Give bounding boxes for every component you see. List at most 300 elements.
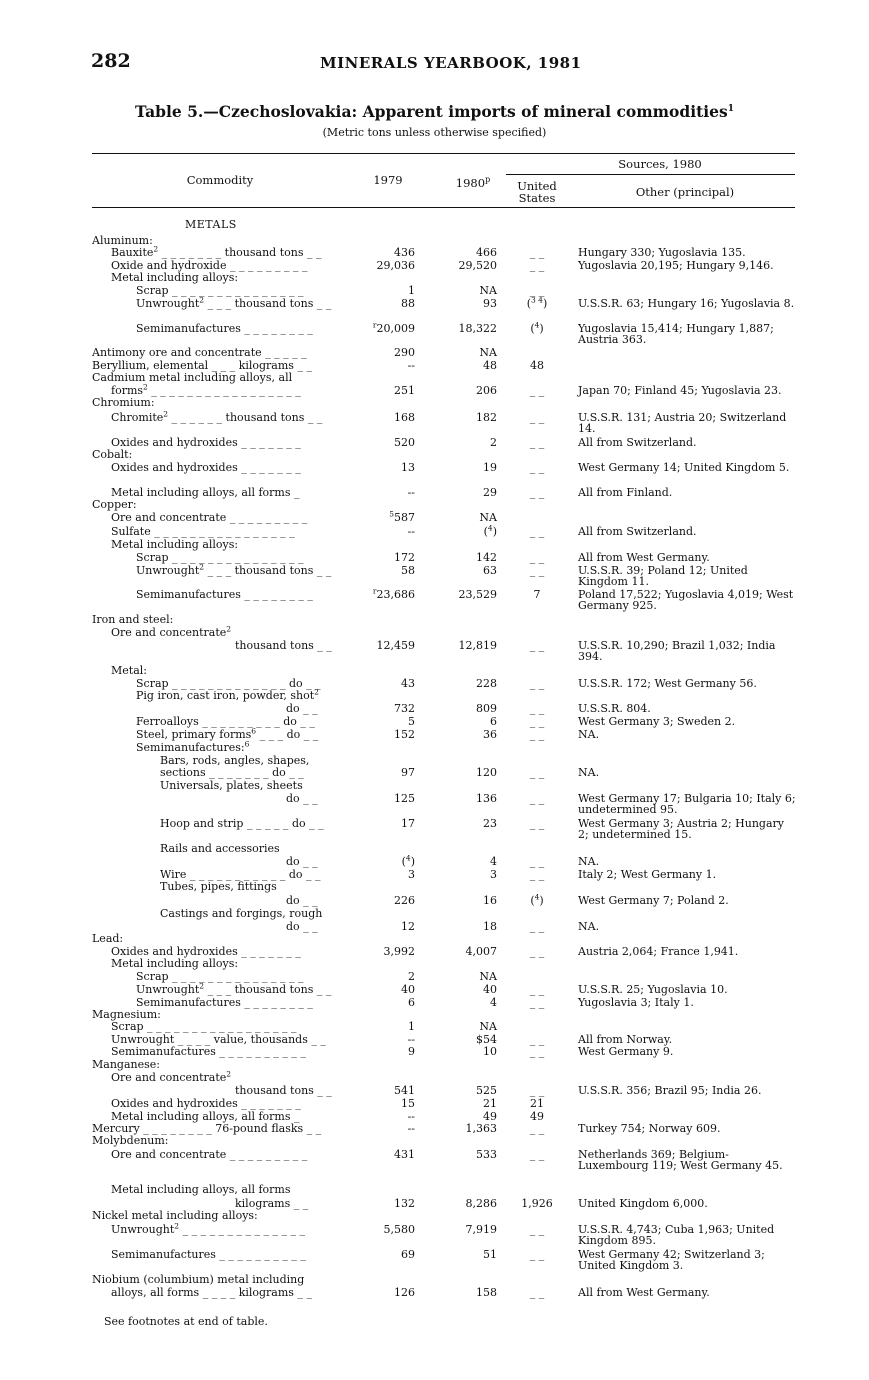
commodity-label: Iron and steel: xyxy=(92,613,174,626)
value-other-sources: NA. xyxy=(578,855,600,868)
row-commodity xyxy=(111,958,238,970)
value-1980: 206 xyxy=(476,384,497,397)
commodity-label: Semimanufactures xyxy=(136,996,241,1009)
value-united-states: _ _ xyxy=(529,715,545,728)
value-1979: -- xyxy=(407,1122,415,1135)
value-1980: 16 xyxy=(483,894,497,907)
value-united-states: _ _ xyxy=(529,411,545,424)
commodity-footnote: 2 xyxy=(163,409,169,419)
row-commodity: Unwrought$^2$ _ _ _ thousand tons _ _ xyxy=(136,295,332,310)
value-united-states: _ _ xyxy=(529,461,545,474)
value-1980: 18 xyxy=(483,920,497,933)
table-subtitle: (Metric tons unless otherwise specified) xyxy=(322,126,547,139)
commodity-label: Pig iron, cast iron, powder, shot xyxy=(136,689,315,702)
commodity-label: Ferroalloys xyxy=(136,715,199,728)
commodity-unit: thousand tons xyxy=(225,411,305,424)
commodity-label: Semimanufactures xyxy=(111,1248,216,1261)
value-other-sources: All from Switzerland. xyxy=(578,525,697,538)
commodity-unit: do xyxy=(291,817,306,830)
value-united-states: _ _ xyxy=(529,728,545,741)
value-other-sources: U.S.S.R. 63; Hungary 16; Yugoslavia 8. xyxy=(578,297,795,310)
section-heading: METALS xyxy=(185,218,237,231)
value-1980: NA xyxy=(479,346,497,359)
value-1980: 6 xyxy=(490,715,497,728)
value-1979: 15 xyxy=(401,1097,415,1110)
value-1979: 436 xyxy=(394,246,415,259)
value-united-states: _ _ xyxy=(529,1248,545,1261)
commodity-label: Ore and concentrate xyxy=(111,511,227,524)
value-united-states: ($^4$) xyxy=(530,892,544,907)
value-1979: -- xyxy=(407,525,415,538)
value-1980: NA xyxy=(479,511,497,524)
value-1979: 6 xyxy=(408,996,415,1009)
value-1979: 541 xyxy=(394,1084,415,1097)
value-1980: 525 xyxy=(476,1084,497,1097)
value-1979: 1 xyxy=(408,284,415,297)
value-other-sources: U.S.S.R. 10,290; Brazil 1,032; India 394. xyxy=(578,639,776,663)
value-other-sources: West Germany 3; Sweden 2. xyxy=(578,715,736,728)
value-1980: 4 xyxy=(490,855,497,868)
commodity-label: Metal including alloys: xyxy=(111,957,239,970)
row-commodity: Semimanufactures _ _ _ _ _ _ _ _ xyxy=(136,588,313,601)
commodity-footnote: 2 xyxy=(143,382,148,392)
commodity-label: Unwrought xyxy=(136,983,200,996)
value-1979: -- xyxy=(407,486,415,499)
value-united-states: _ _ xyxy=(529,817,545,830)
row-commodity: Beryllium, elemental _ _ _ kilograms _ _ xyxy=(92,359,312,372)
value-1979: 12 xyxy=(401,920,415,933)
commodity-label: Unwrought xyxy=(136,297,200,310)
value-1979: -- xyxy=(407,1110,415,1123)
row-commodity: kilograms _ _ xyxy=(235,1197,309,1210)
value-1979: 3,992 xyxy=(383,945,415,958)
commodity-label: Ore and concentrate xyxy=(111,1148,227,1161)
value-other-sources: NA. xyxy=(578,766,600,779)
row-commodity: sections _ _ _ _ _ _ _ do _ _ xyxy=(160,766,304,779)
value-1980: 48 xyxy=(483,359,497,372)
commodity-unit: do xyxy=(286,894,300,907)
commodity-unit: do xyxy=(286,728,301,741)
commodity-label: Bauxite xyxy=(111,246,154,259)
value-1980: 51 xyxy=(483,1248,497,1261)
row-commodity xyxy=(111,1184,291,1196)
commodity-unit: do xyxy=(289,677,303,690)
value-1979: 40 xyxy=(401,983,415,996)
commodity-label: Niobium (columbium) metal including xyxy=(92,1273,305,1286)
value-1979: 9 xyxy=(408,1045,415,1058)
commodity-footnote: 2 xyxy=(199,295,205,305)
commodity-label: Oxides and hydroxides xyxy=(111,1097,238,1110)
commodity-label: Metal: xyxy=(111,664,147,677)
commodity-label: Metal including alloys, all forms xyxy=(111,486,291,499)
value-other-sources: All from Switzerland. xyxy=(578,436,697,449)
value-1979: 17 xyxy=(401,817,415,830)
row-commodity: Oxides and hydroxides _ _ _ _ _ _ _ xyxy=(111,436,301,449)
commodity-label: Castings and forgings, rough xyxy=(160,907,323,920)
row-commodity: Steel, primary forms$^6$ _ _ _ do _ _ xyxy=(136,726,319,741)
value-other-sources: Austria 2,064; France 1,941. xyxy=(578,945,739,958)
row-commodity xyxy=(136,687,319,702)
row-commodity xyxy=(111,272,238,284)
commodity-footnote: 2 xyxy=(314,687,319,697)
value-other-sources: Hungary 330; Yugoslavia 135. xyxy=(578,246,746,259)
commodity-label: Chromium: xyxy=(92,396,155,409)
commodity-label: Oxides and hydroxides xyxy=(111,945,238,958)
commodity-label: Metal including alloys: xyxy=(111,271,239,284)
value-1980: 21 xyxy=(483,1097,497,1110)
value-other-sources: U.S.S.R. 131; Austria 20; Switzerland 14. xyxy=(578,411,787,435)
commodity-footnote: 2 xyxy=(199,981,205,991)
row-commodity: Antimony ore and concentrate _ _ _ _ _ xyxy=(92,346,307,359)
row-commodity: Scrap _ _ _ _ _ _ _ _ _ _ _ _ _ _ _ xyxy=(136,551,304,564)
commodity-label: sections xyxy=(160,766,206,779)
value-united-states: _ _ xyxy=(529,855,545,868)
value-1980: 2 xyxy=(490,436,497,449)
row-commodity: Oxides and hydroxides _ _ _ _ _ _ _ xyxy=(111,945,301,958)
value-other-sources: West Germany 14; United Kingdom 5. xyxy=(578,461,790,474)
value-united-states: _ _ xyxy=(529,1084,545,1097)
row-commodity xyxy=(92,1135,169,1147)
row-commodity xyxy=(92,1274,304,1286)
value-united-states: ($^{3 4}$) xyxy=(526,295,548,310)
commodity-label: Oxides and hydroxides xyxy=(111,436,238,449)
value-1980: 4,007 xyxy=(465,945,497,958)
value-1980: 29,520 xyxy=(458,259,497,272)
header-1980-mark: p xyxy=(485,175,491,184)
value-1979: 58 xyxy=(401,564,415,577)
value-other-sources: Yugoslavia 15,414; Hungary 1,887; Austria 363. xyxy=(578,322,774,346)
value-united-states: 49 xyxy=(530,1110,544,1123)
commodity-label: Mercury xyxy=(92,1122,140,1135)
value-1980: 182 xyxy=(476,411,497,424)
row-commodity: Semimanufactures _ _ _ _ _ _ _ _ _ _ xyxy=(111,1045,306,1058)
row-commodity: Scrap _ _ _ _ _ _ _ _ _ _ _ _ _ _ _ _ _ xyxy=(111,1020,297,1033)
value-united-states: _ _ xyxy=(529,766,545,779)
commodity-label: Oxide and hydroxide xyxy=(111,259,227,272)
commodity-label: Wire xyxy=(160,868,187,881)
commodity-label: Cadmium metal including alloys, all xyxy=(92,371,293,384)
commodity-unit: thousand tons xyxy=(234,564,314,577)
value-united-states: _ _ xyxy=(529,1286,545,1299)
value-other-sources: NA. xyxy=(578,728,600,741)
commodity-label: Scrap xyxy=(136,970,169,983)
value-1979: $^5$587 xyxy=(389,509,415,524)
value-1979: 13 xyxy=(401,461,415,474)
row-commodity xyxy=(92,614,173,626)
row-commodity xyxy=(136,739,250,754)
value-1979: 125 xyxy=(394,792,415,805)
page-number: 282 xyxy=(91,50,131,72)
commodity-label: Steel, primary forms xyxy=(136,728,252,741)
value-1980: 3 xyxy=(490,868,497,881)
value-united-states: 7 xyxy=(533,588,541,601)
row-commodity xyxy=(92,449,132,461)
commodity-footnote: 2 xyxy=(226,1069,232,1079)
value-other-sources: U.S.S.R. 172; West Germany 56. xyxy=(578,677,757,690)
value-united-states: _ _ xyxy=(529,677,545,690)
value-1980: 40 xyxy=(483,983,497,996)
value-other-sources: West Germany 42; Switzerland 3; United Kingdom 3. xyxy=(578,1248,765,1272)
commodity-unit: kilograms xyxy=(235,1197,291,1210)
row-commodity: Unwrought$^2$ _ _ _ _ _ _ _ _ _ _ _ _ _ _ xyxy=(111,1221,306,1236)
commodity-label: Metal including alloys, all forms xyxy=(111,1110,291,1123)
value-1979: $^r$20,009 xyxy=(372,320,415,335)
value-other-sources: Japan 70; Finland 45; Yugoslavia 23. xyxy=(578,384,782,397)
value-united-states: ($^4$) xyxy=(530,320,544,335)
value-1980: 158 xyxy=(476,1286,497,1299)
value-other-sources: United Kingdom 6,000. xyxy=(578,1197,708,1210)
value-1980: 809 xyxy=(476,702,497,715)
value-other-sources: U.S.S.R. 804. xyxy=(578,702,651,715)
row-commodity xyxy=(92,1210,258,1222)
commodity-label: Ore and concentrate xyxy=(111,626,227,639)
commodity-unit: do xyxy=(286,702,300,715)
value-other-sources: All from West Germany. xyxy=(578,551,710,564)
commodity-footnote: 6 xyxy=(251,726,257,736)
header-1980-text: 1980 xyxy=(455,175,486,190)
value-united-states: _ _ xyxy=(529,702,545,715)
value-other-sources: Turkey 754; Norway 609. xyxy=(578,1122,721,1135)
commodity-unit: do xyxy=(272,766,286,779)
value-1980: 93 xyxy=(483,297,497,310)
commodity-label: Scrap xyxy=(136,284,169,297)
row-commodity: Mercury _ _ _ _ _ _ _ _ 76-pound flasks _ _ xyxy=(92,1122,322,1135)
value-1980: $54 xyxy=(476,1033,497,1046)
value-united-states: _ _ xyxy=(529,436,545,449)
value-1979: 251 xyxy=(394,384,415,397)
value-1979: 43 xyxy=(401,677,415,690)
value-other-sources: U.S.S.R. 25; Yugoslavia 10. xyxy=(578,983,728,996)
value-united-states: 1,926 xyxy=(521,1197,553,1210)
row-commodity: Chromite$^2$ _ _ _ _ _ _ thousand tons _ _ xyxy=(111,409,323,424)
commodity-footnote: 2 xyxy=(199,562,205,572)
value-other-sources: U.S.S.R. 356; Brazil 95; India 26. xyxy=(578,1084,762,1097)
value-1980: 4 xyxy=(490,996,497,1009)
value-1980: 18,322 xyxy=(458,322,497,335)
value-1980: 228 xyxy=(476,677,497,690)
commodity-label: Unwrought xyxy=(111,1223,175,1236)
commodity-label: Unwrought xyxy=(136,564,200,577)
row-commodity: Ore and concentrate _ _ _ _ _ _ _ _ _ xyxy=(111,511,308,524)
commodity-label: Lead: xyxy=(92,932,124,945)
row-commodity: do _ _ xyxy=(286,702,318,715)
value-other-sources: Yugoslavia 20,195; Hungary 9,146. xyxy=(578,259,774,272)
value-1979: $^r$23,686 xyxy=(372,586,415,601)
value-1979: 226 xyxy=(394,894,415,907)
header-other: Other (principal) xyxy=(635,185,735,199)
row-commodity: Metal including alloys, all forms _ xyxy=(111,486,300,499)
row-commodity: thousand tons _ _ xyxy=(235,1084,332,1097)
commodity-unit: value, thousands xyxy=(213,1033,308,1046)
value-1980: 136 xyxy=(476,792,497,805)
value-1980: 466 xyxy=(476,246,497,259)
header-sources: Sources, 1980 xyxy=(618,157,702,171)
value-1979: 5,580 xyxy=(383,1223,415,1236)
value-1979: 88 xyxy=(401,297,415,310)
value-1980: 533 xyxy=(476,1148,497,1161)
value-united-states: _ _ xyxy=(529,792,545,805)
value-1980: 12,819 xyxy=(458,639,497,652)
value-united-states: _ _ xyxy=(529,639,545,652)
commodity-label: Aluminum: xyxy=(92,234,153,247)
value-other-sources: West Germany 3; Austria 2; Hungary 2; undetermined 15. xyxy=(578,817,784,841)
value-1979: 168 xyxy=(394,411,415,424)
commodity-label: Semimanufactures xyxy=(136,588,241,601)
commodity-label: Sulfate xyxy=(111,525,151,538)
value-united-states: _ _ xyxy=(529,1223,545,1236)
row-commodity: Unwrought _ _ _ _ value, thousands _ _ xyxy=(111,1033,326,1046)
row-commodity: Oxides and hydroxides _ _ _ _ _ _ _ xyxy=(111,1097,301,1110)
row-commodity: do _ _ xyxy=(286,792,318,805)
row-commodity xyxy=(111,539,238,551)
row-commodity: Scrap _ _ _ _ _ _ _ _ _ _ _ _ _ do _ _ xyxy=(136,677,321,690)
commodity-unit: do xyxy=(286,855,300,868)
commodity-unit: kilograms xyxy=(238,359,294,372)
value-1979: 132 xyxy=(394,1197,415,1210)
commodity-label: Scrap xyxy=(136,677,169,690)
value-other-sources: West Germany 7; Poland 2. xyxy=(578,894,729,907)
value-1980: 8,286 xyxy=(465,1197,497,1210)
value-other-sources: Italy 2; West Germany 1. xyxy=(578,868,717,881)
value-1979: -- xyxy=(407,1033,415,1046)
row-commodity xyxy=(92,499,137,511)
commodity-label: Scrap xyxy=(136,551,169,564)
value-other-sources: NA. xyxy=(578,920,600,933)
row-commodity: Unwrought$^2$ _ _ _ thousand tons _ _ xyxy=(136,981,332,996)
row-commodity: Ore and concentrate _ _ _ _ _ _ _ _ _ xyxy=(111,1148,308,1161)
row-commodity xyxy=(111,665,147,677)
value-united-states: _ _ xyxy=(529,920,545,933)
value-other-sources: Yugoslavia 3; Italy 1. xyxy=(578,996,694,1009)
value-1980: NA xyxy=(479,1020,497,1033)
value-1980: 49 xyxy=(483,1110,497,1123)
commodity-label: Beryllium, elemental xyxy=(92,359,209,372)
value-1980: 23,529 xyxy=(458,588,497,601)
value-other-sources: All from Norway. xyxy=(578,1033,673,1046)
running-head: MINERALS YEARBOOK, 1981 xyxy=(320,54,582,72)
value-1979: 1 xyxy=(408,1020,415,1033)
value-1980: 120 xyxy=(476,766,497,779)
commodity-unit: thousand tons xyxy=(235,639,314,652)
value-united-states: _ _ xyxy=(529,1033,545,1046)
row-commodity: Scrap _ _ _ _ _ _ _ _ _ _ _ _ _ _ _ xyxy=(136,284,304,297)
value-1979: 520 xyxy=(394,436,415,449)
commodity-footnote: 2 xyxy=(174,1221,180,1231)
value-united-states: _ _ xyxy=(529,246,545,259)
commodity-label: Molybdenum: xyxy=(92,1134,169,1147)
value-1979: 5 xyxy=(408,715,415,728)
value-other-sources: Netherlands 369; Belgium-Luxembourg 119; West Germany 45. xyxy=(578,1148,783,1172)
value-1980: 36 xyxy=(483,728,497,741)
value-1980: ($^4$) xyxy=(483,523,497,538)
value-1979: 732 xyxy=(394,702,415,715)
commodity-label: Manganese: xyxy=(92,1058,160,1071)
row-commodity: Hoop and strip _ _ _ _ _ do _ _ xyxy=(160,817,324,830)
commodity-label: Chromite xyxy=(111,411,164,424)
value-1979: 12,459 xyxy=(376,639,415,652)
row-commodity xyxy=(111,1069,232,1084)
commodity-footnote: 6 xyxy=(244,739,250,749)
commodity-label: Metal including alloys, all forms xyxy=(111,1183,291,1196)
header-commodity: Commodity xyxy=(186,173,254,187)
value-other-sources: U.S.S.R. 4,743; Cuba 1,963; United Kingdom 895. xyxy=(578,1223,775,1247)
header-us-line1: United xyxy=(517,179,557,193)
value-united-states: _ _ xyxy=(529,564,545,577)
value-1980: 29 xyxy=(483,486,497,499)
value-1979: 2 xyxy=(408,970,415,983)
value-united-states: _ _ xyxy=(529,551,545,564)
value-united-states: _ _ xyxy=(529,945,545,958)
value-other-sources: All from Finland. xyxy=(578,486,673,499)
row-commodity: do _ _ xyxy=(286,920,318,933)
row-commodity: Semimanufactures _ _ _ _ _ _ _ _ xyxy=(136,322,313,335)
row-commodity: Metal including alloys, all forms _ xyxy=(111,1110,300,1123)
row-commodity xyxy=(92,1059,160,1071)
commodity-unit: thousand tons xyxy=(235,1084,314,1097)
commodity-label: Rails and accessories xyxy=(160,842,280,855)
value-1980: NA xyxy=(479,970,497,983)
row-commodity xyxy=(92,397,155,409)
value-united-states: _ _ xyxy=(529,486,545,499)
commodity-label: alloys, all forms xyxy=(111,1286,200,1299)
commodity-unit: 76-pound flasks xyxy=(215,1122,304,1135)
value-united-states: _ _ xyxy=(529,1045,545,1058)
row-commodity: Wire _ _ _ _ _ _ _ _ _ _ _ do _ _ xyxy=(160,868,321,881)
commodity-label: forms xyxy=(111,384,144,397)
table-title-footnote: 1 xyxy=(727,103,734,114)
value-united-states: 48 xyxy=(530,359,544,372)
row-commodity: Semimanufactures _ _ _ _ _ _ _ _ xyxy=(136,996,313,1009)
row-commodity: do _ _ xyxy=(286,894,318,907)
value-1979: 29,036 xyxy=(376,259,415,272)
value-1979: -- xyxy=(407,359,415,372)
value-1980: 19 xyxy=(483,461,497,474)
commodity-label: Hoop and strip xyxy=(160,817,244,830)
value-united-states: _ _ xyxy=(529,1122,545,1135)
value-1979: 152 xyxy=(394,728,415,741)
commodity-label: Magnesium: xyxy=(92,1008,161,1021)
value-other-sources: U.S.S.R. 39; Poland 12; United Kingdom 11. xyxy=(578,564,748,588)
table-footnote: See footnotes at end of table. xyxy=(104,1315,268,1328)
value-1979: 3 xyxy=(408,868,415,881)
row-commodity xyxy=(160,780,303,792)
row-commodity: Semimanufactures _ _ _ _ _ _ _ _ _ _ xyxy=(111,1248,306,1261)
commodity-unit: do xyxy=(283,715,297,728)
commodity-label: Unwrought xyxy=(111,1033,175,1046)
value-1980: 23 xyxy=(483,817,497,830)
value-other-sources: West Germany 9. xyxy=(578,1045,674,1058)
value-united-states: _ _ xyxy=(529,996,545,1009)
header-1979: 1979 xyxy=(373,173,403,187)
row-commodity: do _ _ xyxy=(286,855,318,868)
commodity-unit: thousand tons xyxy=(234,297,314,310)
row-commodity xyxy=(160,843,280,855)
value-1980: 7,919 xyxy=(465,1223,497,1236)
commodity-unit: do xyxy=(288,868,303,881)
table-title-text: Table 5.—Czechoslovakia: Apparent imports of mineral commodities xyxy=(135,102,728,121)
commodity-unit: thousand tons xyxy=(224,246,304,259)
commodity-label: Semimanufactures xyxy=(111,1045,216,1058)
value-1979: 69 xyxy=(401,1248,415,1261)
value-1979: 431 xyxy=(394,1148,415,1161)
value-united-states: _ _ xyxy=(529,983,545,996)
value-1979: 97 xyxy=(401,766,415,779)
value-other-sources: All from West Germany. xyxy=(578,1286,710,1299)
row-commodity: Sulfate _ _ _ _ _ _ _ _ _ _ _ _ _ _ _ _ xyxy=(111,525,295,538)
row-commodity: thousand tons _ _ xyxy=(235,639,332,652)
commodity-label: Universals, plates, sheets xyxy=(160,779,303,792)
row-commodity: Ferroalloys _ _ _ _ _ _ _ _ _ do _ _ xyxy=(136,715,315,728)
